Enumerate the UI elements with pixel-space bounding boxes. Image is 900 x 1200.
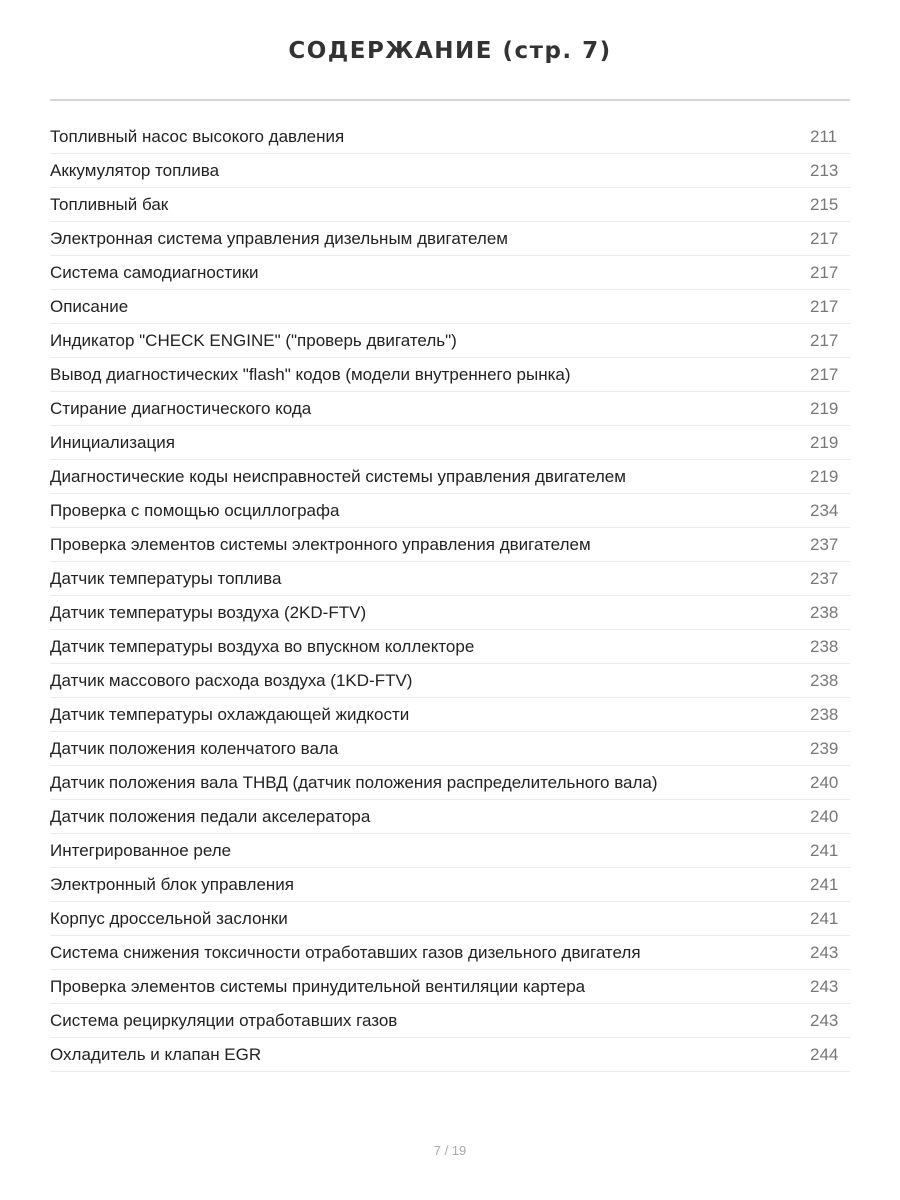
toc-entry-page-number: 219 <box>810 398 839 418</box>
toc-entry-page-number: 238 <box>810 602 839 622</box>
toc-entry[interactable] <box>50 154 850 188</box>
toc-entry-title[interactable]: Индикатор "CHECK ENGINE" ("проверь двигатель") <box>50 330 457 350</box>
toc-entry[interactable] <box>50 222 850 256</box>
toc-entry-title[interactable]: Электронная система управления дизельным двигателем <box>50 228 508 248</box>
toc-entry-page-number: 240 <box>810 772 839 792</box>
toc-entry-title[interactable]: Интегрированное реле <box>50 840 232 860</box>
toc-entry-title[interactable]: Датчик положения вала ТНВД (датчик положения распределительного вала) <box>50 772 658 792</box>
toc-entry-page-number: 243 <box>810 976 839 996</box>
toc-entry-page-number: 217 <box>810 262 839 282</box>
toc-entry-title[interactable]: Датчик положения коленчатого вала <box>50 738 339 758</box>
toc-entry-title[interactable]: Датчик температуры охлаждающей жидкости <box>50 704 410 724</box>
toc-entry-page-number: 238 <box>810 704 839 724</box>
toc-entry-title[interactable]: Система снижения токсичности отработавших газов дизельного двигателя <box>50 942 641 962</box>
toc-entry-page-number: 237 <box>810 534 839 554</box>
toc-entry[interactable] <box>50 834 850 868</box>
toc-entry-title[interactable]: Описание <box>50 296 129 316</box>
toc-entry-title[interactable]: Датчик температуры топлива <box>50 568 282 588</box>
toc-entry[interactable] <box>50 256 850 290</box>
toc-entry-title[interactable]: Система самодиагностики <box>50 262 259 282</box>
toc-entry-page-number: 240 <box>810 806 839 826</box>
toc-entry[interactable] <box>50 902 850 936</box>
toc-entry-page-number: 217 <box>810 228 839 248</box>
toc-entry-page-number: 241 <box>810 840 839 860</box>
toc-entry-title[interactable]: Топливный насос высокого давления <box>50 126 345 146</box>
toc-entry[interactable] <box>50 698 850 732</box>
toc-entry[interactable] <box>50 528 850 562</box>
toc-entry-title[interactable]: Проверка с помощью осциллографа <box>50 500 340 520</box>
toc-entry[interactable] <box>50 970 850 1004</box>
toc-list <box>50 120 850 1072</box>
toc-entry[interactable] <box>50 324 850 358</box>
toc-entry-page-number: 244 <box>810 1044 839 1064</box>
toc-entry-page-number: 211 <box>810 126 838 146</box>
toc-entry-page-number: 219 <box>810 432 839 452</box>
toc-entry-page-number: 238 <box>810 636 839 656</box>
toc-entry[interactable] <box>50 936 850 970</box>
page-number-footer: 7 / 19 <box>433 1143 467 1158</box>
toc-entry-page-number: 241 <box>810 908 839 928</box>
toc-entry-title[interactable]: Аккумулятор топлива <box>50 160 220 180</box>
toc-entry-title[interactable]: Система рециркуляции отработавших газов <box>50 1010 398 1030</box>
toc-entry-title[interactable]: Проверка элементов системы электронного управления двигателем <box>50 534 591 554</box>
toc-entry[interactable] <box>50 290 850 324</box>
toc-entry[interactable] <box>50 426 850 460</box>
toc-entry-title[interactable]: Стирание диагностического кода <box>50 398 312 418</box>
toc-entry-title[interactable]: Электронный блок управления <box>50 874 294 894</box>
toc-entry[interactable] <box>50 800 850 834</box>
toc-entry-page-number: 238 <box>810 670 839 690</box>
toc-entry-page-number: 241 <box>810 874 839 894</box>
toc-entry[interactable] <box>50 494 850 528</box>
toc-entry[interactable] <box>50 868 850 902</box>
toc-entry[interactable] <box>50 1038 850 1072</box>
toc-entry-title[interactable]: Датчик положения педали акселератора <box>50 806 371 826</box>
toc-entry[interactable] <box>50 392 850 426</box>
toc-entry-page-number: 239 <box>810 738 839 758</box>
toc-entry-title[interactable]: Датчик температуры воздуха во впускном коллекторе <box>50 636 475 656</box>
toc-entry[interactable] <box>50 766 850 800</box>
toc-entry[interactable] <box>50 188 850 222</box>
toc-entry[interactable] <box>50 630 850 664</box>
toc-entry[interactable] <box>50 562 850 596</box>
toc-entry-title[interactable]: Вывод диагностических "flash" кодов (модели внутреннего рынка) <box>50 364 571 384</box>
toc-entry[interactable] <box>50 664 850 698</box>
toc-entry-page-number: 243 <box>810 942 839 962</box>
toc-entry-title[interactable]: Датчик температуры воздуха (2KD-FTV) <box>50 602 367 622</box>
toc-entry-title[interactable]: Датчик массового расхода воздуха (1KD-FTV) <box>50 670 413 690</box>
page-title: СОДЕРЖАНИЕ (стр. 7) <box>288 38 612 64</box>
toc-entry-title[interactable]: Инициализация <box>50 432 175 452</box>
toc-entry-page-number: 215 <box>810 194 839 214</box>
toc-entry[interactable] <box>50 596 850 630</box>
toc-entry-page-number: 219 <box>810 466 839 486</box>
toc-entry-title[interactable]: Топливный бак <box>50 194 169 214</box>
toc-entry[interactable] <box>50 732 850 766</box>
toc-entry[interactable] <box>50 120 850 154</box>
toc-entry-page-number: 217 <box>810 364 839 384</box>
toc-entry-page-number: 217 <box>810 330 839 350</box>
toc-entry-title[interactable]: Диагностические коды неисправностей системы управления двигателем <box>50 466 626 486</box>
toc-entry-title[interactable]: Корпус дроссельной заслонки <box>50 908 288 928</box>
toc-entry-title[interactable]: Проверка элементов системы принудительной вентиляции картера <box>50 976 586 996</box>
toc-entry-page-number: 243 <box>810 1010 839 1030</box>
toc-entry[interactable] <box>50 460 850 494</box>
toc-entry-page-number: 234 <box>810 500 839 520</box>
toc-entry-page-number: 237 <box>810 568 839 588</box>
toc-entry-page-number: 213 <box>810 160 839 180</box>
toc-entry[interactable] <box>50 358 850 392</box>
toc-entry[interactable] <box>50 1004 850 1038</box>
toc-entry-title[interactable]: Охладитель и клапан EGR <box>50 1044 262 1064</box>
title-divider <box>50 99 850 101</box>
toc-entry-page-number: 217 <box>810 296 839 316</box>
